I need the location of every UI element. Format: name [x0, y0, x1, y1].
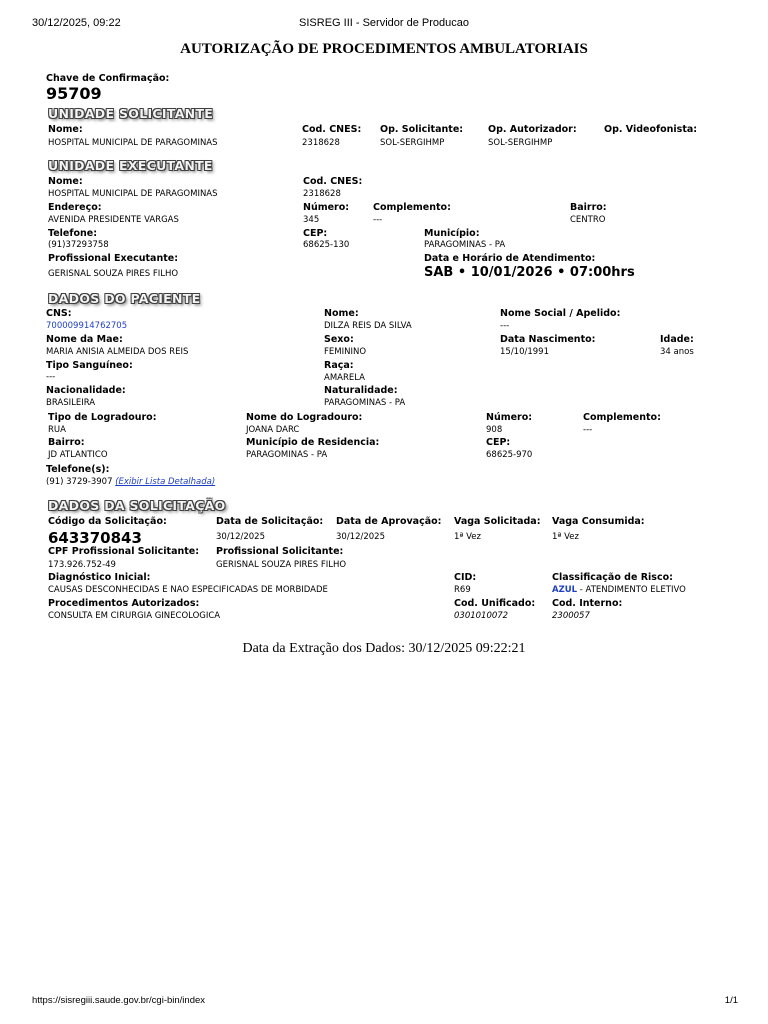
pac-telefones-value: (91) 3729-3907 [46, 477, 113, 487]
sol-data-solicitacao-value: 30/12/2025 [216, 532, 265, 542]
exe-numero-value: 345 [303, 215, 320, 225]
pac-sexo-value: FEMININO [324, 347, 367, 357]
document-title: AUTORIZAÇÃO DE PROCEDIMENTOS AMBULATORIAIS [180, 41, 588, 57]
exe-cnes-value: 2318628 [303, 189, 341, 199]
pac-sangue-value: --- [46, 372, 56, 382]
pac-logradouro-label: Nome do Logradouro: [246, 412, 363, 423]
sol-cid-value: R69 [454, 585, 471, 595]
pac-nome-value: DILZA REIS DA SILVA [324, 321, 412, 331]
pac-naturalidade-label: Naturalidade: [324, 385, 398, 396]
exe-telefone-value: (91)37293758 [48, 240, 109, 250]
exe-bairro-value: CENTRO [570, 215, 606, 225]
sol-vaga-solicitada-label: Vaga Solicitada: [454, 516, 541, 527]
sol-data-aprovacao-value: 30/12/2025 [336, 532, 385, 542]
sol-procedimentos-label: Procedimentos Autorizados: [48, 598, 200, 609]
sol-profissional-label: Profissional Solicitante: [216, 546, 344, 557]
pac-cns-label: CNS: [46, 308, 72, 319]
exe-profissional-value: GERISNAL SOUZA PIRES FILHO [48, 269, 179, 279]
exe-bairro-label: Bairro: [570, 202, 607, 213]
print-url: https://sisregiii.saude.gov.br/cgi-bin/index [32, 995, 206, 1006]
pac-numero-value: 908 [486, 425, 503, 435]
exe-complemento-label: Complemento: [373, 202, 451, 213]
pac-sexo-label: Sexo: [324, 334, 354, 345]
pac-numero-label: Número: [486, 412, 533, 423]
sol-codigo-value: 643370843 [48, 529, 142, 547]
section-unidade-executante: UNIDADE EXECUTANTE [48, 158, 213, 173]
sol-cpf-label: CPF Profissional Solicitante: [48, 546, 200, 557]
pac-nascimento-value: 15/10/1991 [500, 347, 549, 357]
print-page-title: SISREG III - Servidor de Producao [299, 17, 469, 29]
pac-nome-label: Nome: [324, 308, 359, 319]
sol-cpf-value: 173.926.752-49 [48, 560, 116, 570]
sol-nome-value: HOSPITAL MUNICIPAL DE PARAGOMINAS [48, 138, 218, 148]
sol-data-solicitacao-label: Data de Solicitação: [216, 516, 324, 527]
pac-nacionalidade-label: Nacionalidade: [46, 385, 126, 396]
sol-cod-unificado-value: 0301010072 [454, 611, 509, 621]
risk-color-badge: AZUL [552, 585, 578, 595]
pac-telefones-row [46, 477, 215, 487]
sol-procedimentos-value: CONSULTA EM CIRURGIA GINECOLOGICA [48, 611, 221, 621]
sol-profissional-value: GERISNAL SOUZA PIRES FILHO [216, 560, 347, 570]
exe-endereco-value: AVENIDA PRESIDENTE VARGAS [48, 215, 179, 225]
pac-cns-value: 700009914762705 [46, 321, 128, 331]
sol-op-solicitante-value: SOL-SERGIHMP [380, 138, 445, 148]
exe-cep-value: 68625-130 [303, 240, 350, 250]
pac-idade-value: 34 anos [660, 347, 694, 357]
pac-complemento-label: Complemento: [583, 412, 661, 423]
pac-complemento-value: --- [583, 425, 593, 435]
sol-cod-unificado-label: Cod. Unificado: [454, 598, 536, 609]
section-dados-paciente: DADOS DO PACIENTE [48, 291, 201, 306]
pac-bairro-value: JD ATLANTICO [48, 450, 108, 460]
exe-telefone-label: Telefone: [48, 228, 98, 239]
sol-op-videofonista-label: Op. Videofonista: [604, 124, 698, 135]
exe-profissional-label: Profissional Executante: [48, 253, 178, 264]
confirmation-code: 95709 [46, 84, 102, 103]
exe-municipio-value: PARAGOMINAS - PA [424, 240, 506, 250]
pac-nome-social-label: Nome Social / Apelido: [500, 308, 621, 319]
pac-tipo-logradouro-value: RUA [48, 425, 66, 435]
pac-mae-label: Nome da Mae: [46, 334, 123, 345]
risk-description: - ATENDIMENTO ELETIVO [577, 585, 686, 595]
section-unidade-solicitante: UNIDADE SOLICITANTE [48, 106, 214, 121]
pac-cep-value: 68625-970 [486, 450, 533, 460]
sol-diagnostico-label: Diagnóstico Inicial: [48, 572, 151, 583]
pac-naturalidade-value: PARAGOMINAS - PA [324, 398, 406, 408]
sol-codigo-label: Código da Solicitação: [48, 516, 167, 527]
pac-mae-value: MARIA ANISIA ALMEIDA DOS REIS [46, 347, 189, 357]
extraction-date: Data da Extração dos Dados: 30/12/2025 09:22:21 [242, 641, 526, 656]
exe-endereco-label: Endereço: [48, 202, 102, 213]
exibir-lista-detalhada-link[interactable]: (Exibir Lista Detalhada) [115, 477, 216, 487]
sol-nome-label: Nome: [48, 124, 83, 135]
exe-municipio-label: Município: [424, 228, 480, 239]
sol-vaga-consumida-value: 1ª Vez [552, 532, 579, 542]
pac-tipo-logradouro-label: Tipo de Logradouro: [48, 412, 157, 423]
exe-complemento-value: --- [373, 215, 383, 225]
exe-atendimento-value: SAB • 10/01/2026 • 07:00hrs [424, 265, 635, 280]
sol-op-autorizador-value: SOL-SERGIHMP [488, 138, 553, 148]
confirmation-label: Chave de Confirmação: [46, 73, 170, 84]
sol-op-solicitante-label: Op. Solicitante: [380, 124, 464, 135]
pac-cep-label: CEP: [486, 437, 511, 448]
sol-vaga-solicitada-value: 1ª Vez [454, 532, 481, 542]
sol-risco-row [552, 585, 686, 595]
pac-municipio-value: PARAGOMINAS - PA [246, 450, 328, 460]
sol-vaga-consumida-label: Vaga Consumida: [552, 516, 645, 527]
pac-raca-value: AMARELA [324, 373, 365, 383]
pac-nome-social-value: --- [500, 321, 510, 331]
sol-cod-interno-label: Cod. Interno: [552, 598, 623, 609]
pac-idade-label: Idade: [660, 334, 694, 345]
pac-municipio-label: Município de Residencia: [246, 437, 380, 448]
exe-nome-label: Nome: [48, 176, 83, 187]
sol-op-autorizador-label: Op. Autorizador: [488, 124, 577, 135]
sol-cnes-label: Cod. CNES: [302, 124, 362, 135]
print-datetime: 30/12/2025, 09:22 [32, 17, 121, 29]
sol-data-aprovacao-label: Data de Aprovação: [336, 516, 442, 527]
pac-bairro-label: Bairro: [48, 437, 85, 448]
sol-cnes-value: 2318628 [302, 138, 340, 148]
pac-logradouro-value: JOANA DARC [246, 425, 300, 435]
sol-cod-interno-value: 2300057 [552, 611, 590, 621]
pac-sangue-label: Tipo Sanguíneo: [46, 360, 133, 371]
pac-telefones-label: Telefone(s): [46, 464, 110, 475]
pac-raca-label: Raça: [324, 360, 354, 371]
exe-nome-value: HOSPITAL MUNICIPAL DE PARAGOMINAS [48, 189, 218, 199]
pac-nacionalidade-value: BRASILEIRA [46, 398, 96, 408]
exe-cep-label: CEP: [303, 228, 328, 239]
pac-nascimento-label: Data Nascimento: [500, 334, 596, 345]
exe-cnes-label: Cod. CNES: [303, 176, 363, 187]
sol-risco-label: Classificação de Risco: [552, 572, 673, 583]
exe-numero-label: Número: [303, 202, 350, 213]
sol-diagnostico-value: CAUSAS DESCONHECIDAS E NAO ESPECIFICADAS DE MORBIDADE [48, 585, 328, 595]
sol-cid-label: CID: [454, 572, 477, 583]
section-dados-solicitacao: DADOS DA SOLICITAÇÃO [48, 498, 226, 513]
print-page-number: 1/1 [724, 995, 738, 1006]
exe-atendimento-label: Data e Horário de Atendimento: [424, 253, 596, 264]
